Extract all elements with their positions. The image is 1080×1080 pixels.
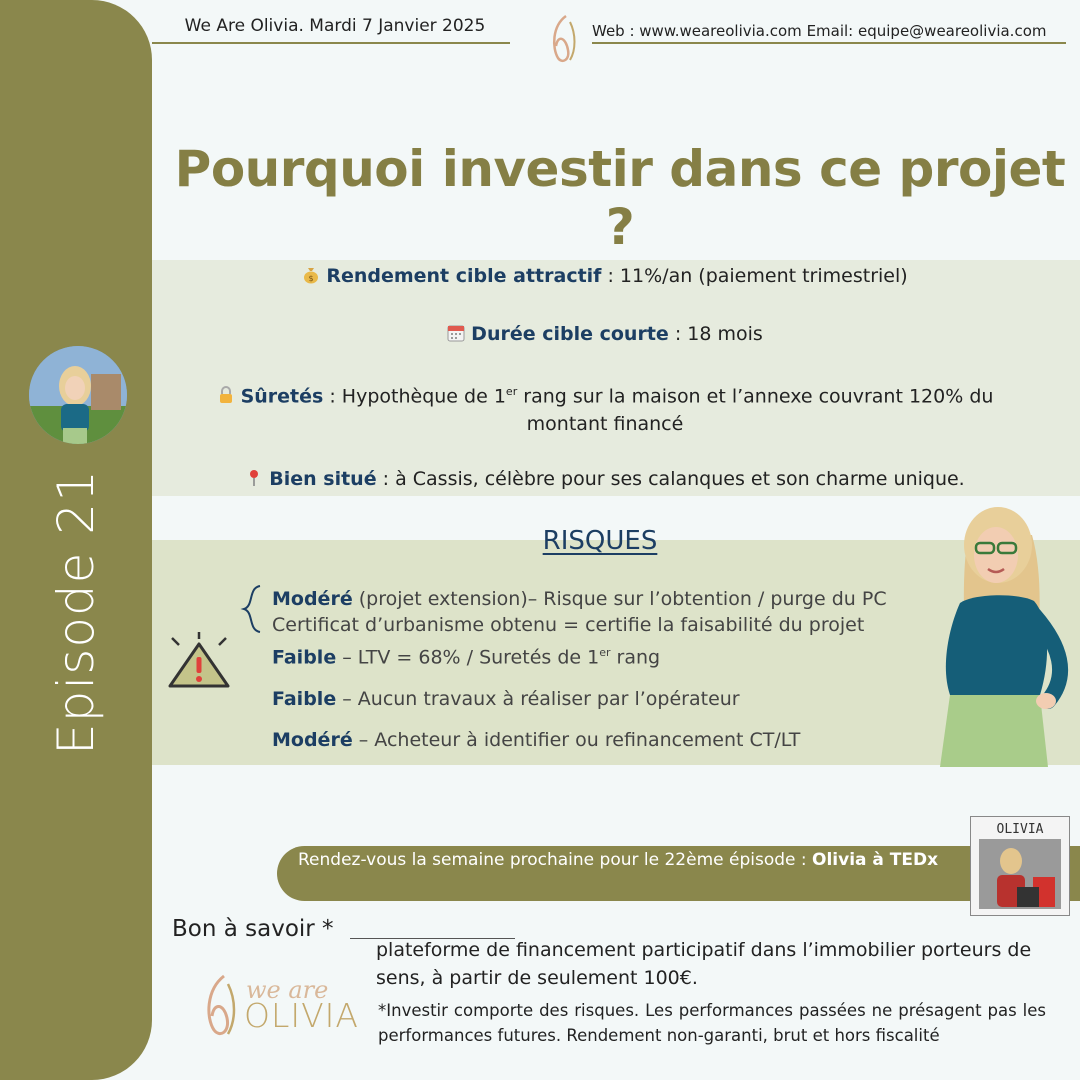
header-date: We Are Olivia. Mardi 7 Janvier 2025 <box>184 16 486 36</box>
warning-icon <box>166 630 232 690</box>
episode-label: Episode 21 <box>47 469 105 755</box>
risk-disclaimer: *Investir comporte des risques. Les performances passées ne présagent pas les performances futures. Rendement non-garanti, brut et hors fiscalité <box>378 1001 1046 1045</box>
olivia-character-illustration <box>920 505 1080 767</box>
header-contact: Web : www.weareolivia.com Email: equipe@weareolivia.com <box>592 22 1047 40</box>
platform-description: plateforme de financement participatif dans l’immobilier porteurs de sens, à partir de seulement 100€. <box>376 939 1032 989</box>
page-title: Pourquoi investir dans ce projet ? <box>174 140 1066 256</box>
risks-title: RISQUES <box>542 526 658 556</box>
olivia-logo-icon <box>200 972 238 1038</box>
money-bag-icon <box>302 266 320 284</box>
highlight-duration: Durée cible courte : 18 mois <box>190 320 1020 348</box>
header-divider <box>152 42 510 44</box>
risk-item: Faible – Aucun travaux à réaliser par l’opérateur <box>272 688 740 710</box>
tedx-episode-thumbnail[interactable] <box>970 816 1070 916</box>
brace-icon <box>238 584 266 634</box>
risk-item: Modéré (projet extension)– Risque sur l’obtention / purge du PC <box>272 588 887 610</box>
highlight-security: Sûretés : Hypothèque de 1er rang sur la maison et l’annexe couvrant 120% du montant financé <box>190 378 1020 438</box>
svg-text:$: $ <box>308 274 314 283</box>
svg-text:OLIVIA: OLIVIA <box>996 822 1044 837</box>
avatar <box>29 346 127 444</box>
logo-wordmark-olivia: OLIVIA <box>244 996 359 1035</box>
risk-item: Faible – LTV = 68% / Suretés de 1er rang <box>272 646 661 669</box>
next-episode-text: Rendez-vous la semaine prochaine pour le 22ème épisode : Olivia à TEDx <box>298 850 939 870</box>
risk-item: Modéré – Acheteur à identifier ou refinancement CT/LT <box>272 729 801 751</box>
header-divider <box>592 42 1066 44</box>
lock-icon <box>217 386 235 404</box>
highlight-return: $ Rendement cible attractif : 11%/an (paiement trimestriel) <box>190 262 1020 290</box>
good-to-know-label: Bon à savoir * <box>172 916 334 942</box>
risk-item: Certificat d’urbanisme obtenu = certifie la faisabilité du projet <box>272 614 865 636</box>
pin-icon <box>245 469 263 487</box>
olivia-logo-icon <box>546 12 580 64</box>
highlight-location: Bien situé : à Cassis, célèbre pour ses calanques et son charme unique. <box>190 465 1020 493</box>
calendar-icon <box>447 324 465 342</box>
logo-wordmark-we-are: we are <box>246 976 329 1004</box>
